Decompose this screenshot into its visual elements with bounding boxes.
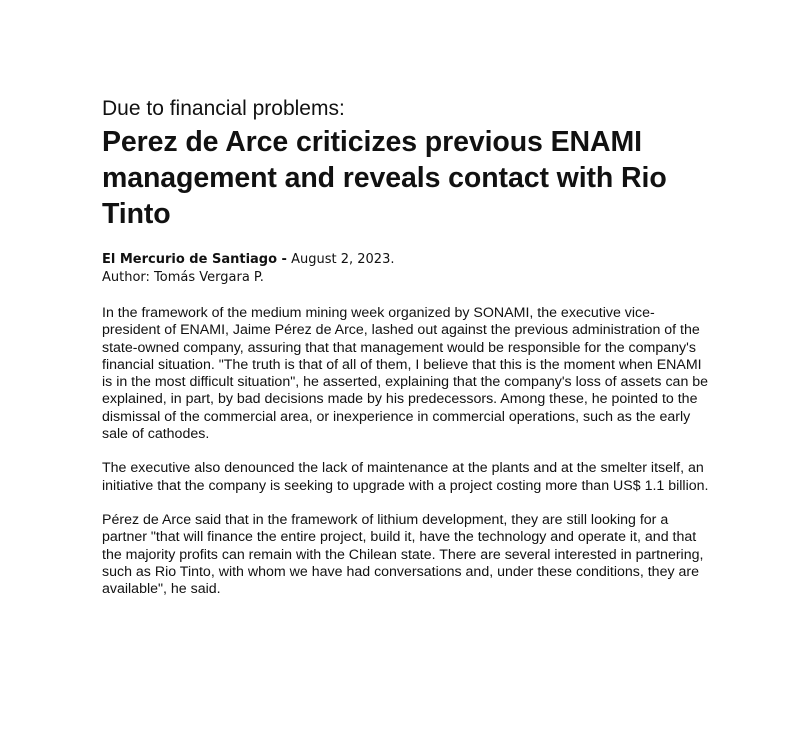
article-headline: Perez de Arce criticizes previous ENAMI management and reveals contact with Rio Tinto <box>102 126 667 230</box>
article-meta <box>102 251 712 287</box>
article-kicker: Due to financial problems: <box>102 97 345 120</box>
paragraph: In the framework of the medium mining week organized by SONAMI, the executive vice-president of ENAMI, Jaime Pérez de Arce, lashed out against the previous administration of the state-owned company, assuring that that management would be responsible for the company's financial situation. "The truth is that of all of them, I believe that this is the moment when ENAMI is in the most difficult situation", he asserted, explaining that the company's loss of assets can be explained, in part, by bad decisions made by his predecessors. Among these, he pointed to the dismissal of the commercial area, or inexperience in commercial operations, such as the early sale of cathodes. <box>102 305 709 443</box>
article-date: August 2, 2023. <box>291 252 395 267</box>
article-page <box>102 96 712 615</box>
paragraph: The executive also denounced the lack of maintenance at the plants and at the smelter itself, an initiative that the company is seeking to upgrade with a project costing more than US$ 1.1 billion. <box>102 460 709 494</box>
article-author: Author: Tomás Vergara P. <box>102 270 264 285</box>
article-source: El Mercurio de Santiago - <box>102 252 287 267</box>
article-body <box>102 305 712 598</box>
source-line <box>102 251 712 269</box>
paragraph: Pérez de Arce said that in the framework of lithium development, they are still looking for a partner "that will finance the entire project, build it, have the technology and operate it, and that the majority profits can remain with the Chilean state. There are several interested in partnering, such as Rio Tinto, with whom we have had conversations and, under these conditions, they are available", he said. <box>102 511 704 598</box>
